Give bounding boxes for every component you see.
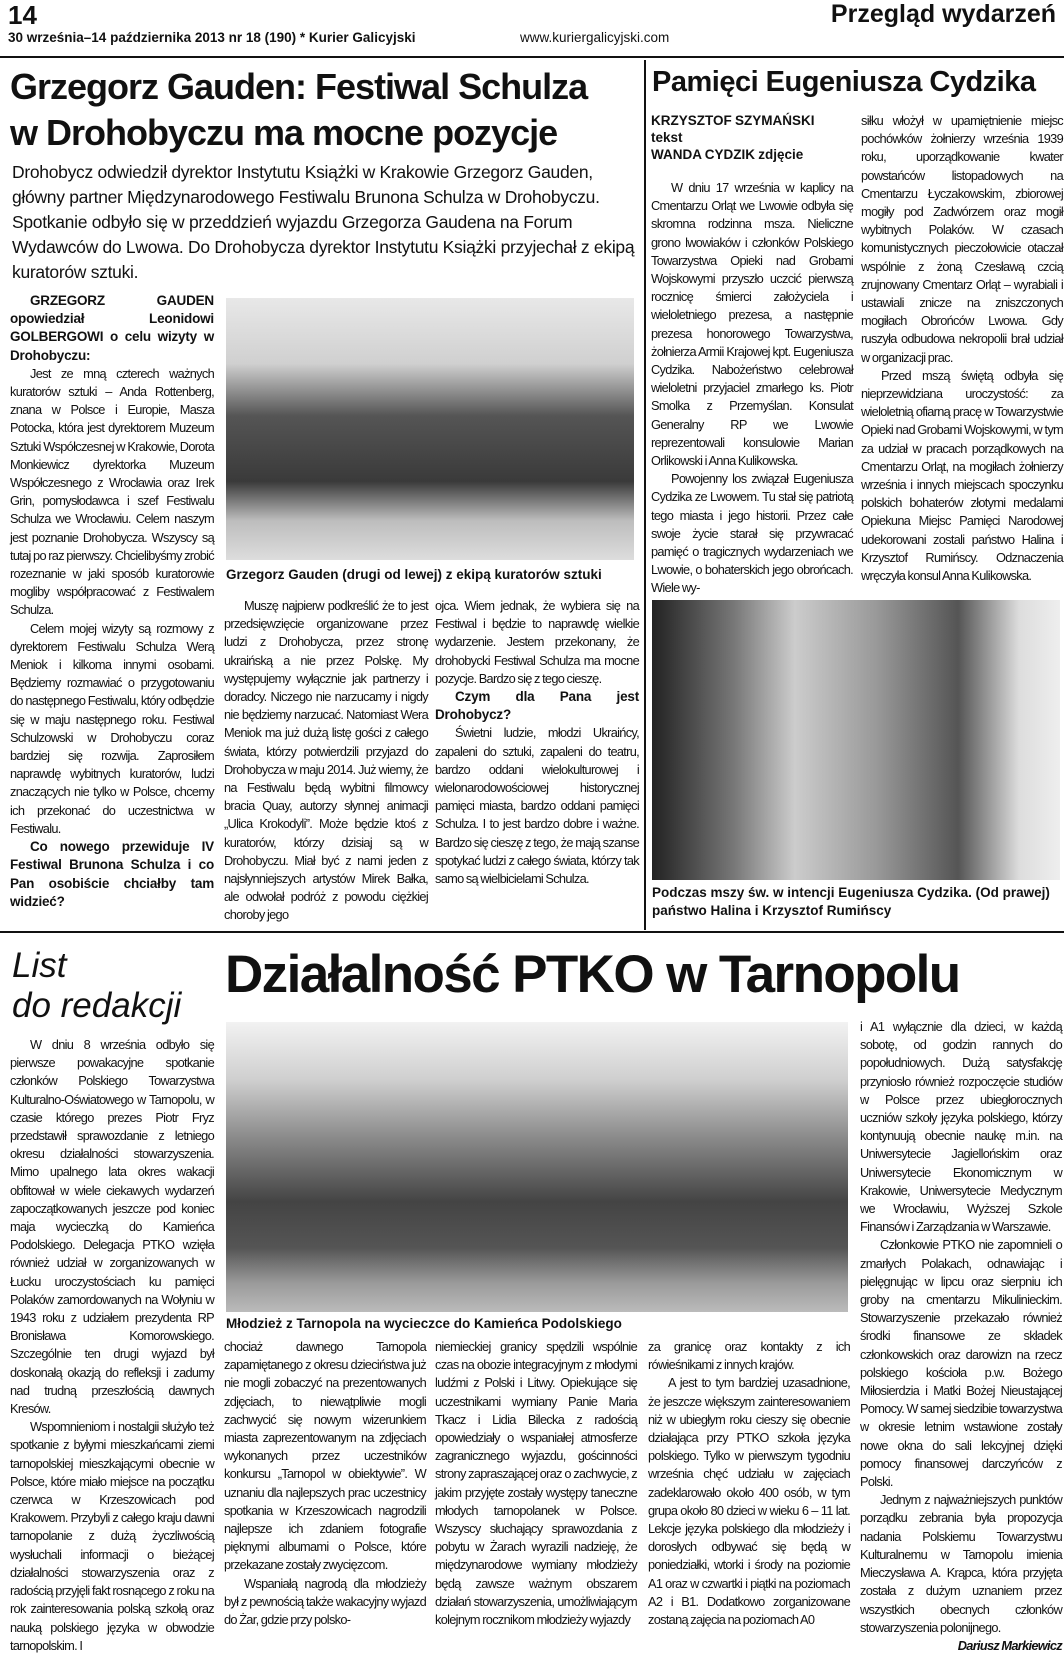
paragraph: ojca. Wiem jednak, że wybiera się na Festiwal i będzie to naprawdę wielkie wydarzenie. Jestem przekonany, że drohobycki Festiwal Schulza ma mocne pozycje. Bardzo się z tego cieszę. — [435, 598, 639, 686]
letters-column-1 — [10, 1036, 214, 1655]
cydzik-mass-photo — [652, 600, 1060, 880]
paragraph: W dniu 17 września w kaplicy na Cmentarzu Orląt we Lwowie odbyła się skromna rodzinna msza. Nieliczne grono lwowiaków i członków Polskiego Towarzystwa Opieki nad Grobami Wojskowymi przyszło uczcić pierwszą rocznicę śmierci założyciela i wieloletniego prezesa, a następnie prezesa honorowego Towarzystwa, żołnierza Armii Krajowej kpt. Eugeniusza Cydzika. Nabożeństwo celebrował wieloletni przyjaciel zmarłego ks. Piotr Smolka z Przemyślan. Konsulat Generalny RP we Lwowie reprezentowali konsulowie Marian Orlikowski i Anna Kulikowska. — [651, 180, 853, 469]
gauden-photo-caption: Grzegorz Gauden (drugi od lewej) z ekipą kuratorów sztuki — [226, 567, 602, 582]
paragraph: Wspomnieniom i nostalgii służyło też spotkanie z byłymi mieszkańcami ziemi tarnopolskiej mieszkającymi obecnie w Polsce, które miało miejsce na początku czerwca w Krzeszowicach pod Krakowem. Przybyli z całego kraju dawni tarnopolanie z dużą życzliwością wysłuchali informacji o bieżącej działalności stowarzyszenia oraz z radością przyjęli fakt rosnącego z roku na rok zainteresowania polską szkołą oraz nauką polskiego języka w obwodzie tarnopolskim. I — [10, 1419, 214, 1653]
ptko-photo-caption: Młodzież z Tarnopola na wycieczce do Kamieńca Podolskiego — [226, 1316, 622, 1331]
issue-dateline: 30 września–14 października 2013 nr 18 (190) * Kurier Galicyjski — [8, 30, 416, 45]
gauden-column-1 — [10, 292, 214, 911]
letters-heading-line-2: do redakcji — [12, 986, 182, 1025]
cydzik-photo-caption: Podczas mszy św. w intencji Eugeniusza Cydzika. (Od prawej) państwo Halina i Krzysztof Rumińscy — [652, 885, 1050, 918]
gauden-column-3 — [435, 597, 639, 888]
gauden-group-photo — [226, 298, 634, 560]
byline-author: KRZYSZTOF SZYMAŃSKI — [651, 113, 815, 128]
page-number: 14 — [8, 0, 37, 30]
section-title: Przegląd wydarzeń — [830, 0, 1056, 28]
ptko-column-3 — [435, 1338, 637, 1629]
gauden-headline — [10, 66, 650, 154]
headline-line-1: Grzegorz Gauden: Festiwal Schulza — [10, 66, 588, 107]
interview-intro: GRZEGORZ GAUDEN opowiedział Leonidowi GOLBERGOWI o celu wizyty w Drohobyczu: — [10, 293, 214, 363]
paragraph: A jest to tym bardziej uzasadnione, że jeszcze większym zainteresowaniem niż w ubiegłym roku cieszy się obecnie działająca przy PTKO szkoła języka polskiego. Tylko w pierwszym tygodniu września chęć udziału w zajęciach zadeklarowało około 400 osób, w tym grupa około 80 dzieci w wieku 6 – 11 lat. Lekcje języka polskiego dla młodzieży i dorosłych odbywać się będą w poniedziałki, wtorki i środy na poziomie A1 oraz w czwartki i piątki na poziomach A2 i B1. Dodatkowo zorganizowane zostaną zajęcia na poziomach A0 — [648, 1375, 850, 1628]
paragraph: Członkowie PTKO nie zapomnieli o zmarłych Polakach, odnawiając i pielęgnując w lipcu oraz sierpniu ich groby na cmentarzu Mikulinieckim. Stowarzyszenie przekazało również środki finansowe ze składek członkowskich oraz darowizn na rzecz polskiego kościoła p.w. Bożego Miłosierdzia i Matki Bożej Nieustającej Pomocy. W samej siedzibie towarzystwa w okresie letnim wstawione zostały nowe okna do sali lekcyjnej dzięki pomocy finansowej darczyńców z Polski. — [860, 1237, 1062, 1490]
cydzik-headline: Pamięci Eugeniusza Cydzika — [652, 66, 1036, 98]
paragraph: Jednym z najważniejszych punktów porządku zebrania była propozycja nadania Polskiemu Towarzystwu Kulturalnemu w Tarnopolu imienia Mieczysława A. Krąpca, która przyjęta została z dużym uznaniem przez wszystkich obecnych członków stowarzyszenia polonijnego. — [860, 1492, 1062, 1635]
paragraph: i A1 wyłącznie dla dzieci, w każdą sobotę, od godzin rannych do popołudniowych. Dużą satysfakcję przyniosło również rozpoczęcie studiów w Polsce przez ubiegłorocznych uczniów szkoły języka polskiego, którzy kontynuują obecnie naukę m.in. na Uniwersytecie Jagiellońskim oraz Uniwersytecie Ekonomicznym w Krakowie, Uniwersytecie Medycznym we Wrocławiu, Wyższej Szkole Finansów i Zarządzania w Warszawie. — [860, 1019, 1062, 1235]
ptko-group-photo — [226, 1022, 848, 1312]
paragraph: chociaż dawnego Tarnopola zapamiętanego z okresu dzieciństwa już nie mogli zobaczyć na prezentowanych zdjęciach, to niewątpliwie mogli zachwycić się nowym wizerunkiem miasta zaprezentowanym na zdjęciach wykonanych przez uczestników konkursu „Tarnopol w obiektywie”. W uznaniu dla najlepszych prac uczestnicy spotkania w Krzeszowicach nagrodzili najlepsze ich zdaniem fotografie pięknymi albumami o Polsce, które przekazane zostały zwycięzcom. — [224, 1339, 426, 1573]
gauden-column-2 — [224, 597, 428, 925]
paragraph: Powojenny los związał Eugeniusza Cydzika ze Lwowem. Tu stał się patriotą tego miasta i jego historii. Przez całe swoje życie starał się przywracać pamięć o tragicznych wydarzeniach we Lwowie, o bohaterskich jego obrońcach. Wiele wy- — [651, 471, 853, 596]
paragraph: Celem mojej wizyty są rozmowy z dyrektorem Festiwalu Schulza Werą Meniok i kilkoma innymi osobami. Będziemy rozmawiać o przygotowaniu do następnego Festiwalu, który odbędzie się w maju następnego roku. Festiwal Schulzowski w Drohobyczu coraz bardziej się rozwija. Zaprosiłem naprawdę wybitnych kuratorów, ludzi znaczących nie tylko w Polsce, chcemy ich przekonać do uczestnictwa w Festiwalu. — [10, 620, 214, 836]
paragraph: Jest ze mną czterech ważnych kuratorów sztuki – Anda Rottenberg, znana w Polsce i Europie, Masza Potocka, która jest dyrektorem Muzeum Sztuki Współczesnej w Krakowie, Dorota Monkiewicz dyrektorka Muzeum Współczesnego z Wrocławia oraz Irek Grin, pomysłodawca i szef Festiwalu Schulza we Wrocławiu. Celem naszym jest poznanie Drohobycza. Wszyscy są tutaj po raz pierwszy. Chcielibyśmy zrobić rozeznanie w jaki sposób kuratorowie mogliby współpracować z Festiwalem Schulza. — [10, 365, 214, 618]
ptko-column-2 — [224, 1338, 426, 1629]
header-rule — [0, 56, 1064, 58]
byline-author-role: tekst — [651, 130, 683, 145]
gauden-lead: Drohobycz odwiedził dyrektor Instytutu Książki w Krakowie Grzegorz Gauden, główny partner Międzynarodowego Festiwalu Brunona Schulza w Drohobyczu. Spotkanie odbyło się w przeddzień wyjazdu Grzegorza Gaudena na Forum Wydawców do Lwowa. Do Drohobycza dyrektor Instytutu Książki przyjechał z ekipą kuratorów sztuki. — [12, 162, 635, 282]
author-signature: Dariusz Markiewicz — [957, 1637, 1062, 1653]
letters-heading — [12, 946, 181, 1026]
website-link[interactable]: www.kuriergalicyjski.com — [520, 30, 670, 45]
interview-question: Co nowego przewiduje IV Festiwal Brunona Schulza i co Pan osobiście chciałby tam widzieć? — [10, 839, 214, 909]
paragraph: W dniu 8 września odbyło się pierwsze powakacyjne spotkanie członków Polskiego Towarzystwa Kulturalno-Oświatowego w Tarnopolu, w czasie którego prezes Piotr Fryz przedstawił sprawozdanie z letniego okresu działalności stowarzyszenia. Mimo upalnego lata okres wakacji obfitował w wiele ciekawych wydarzeń zapoczątkowanych jeszcze pod koniec maja wycieczką do Kamieńca Podolskiego. Delegacja PTKO wzięła również udział w zorganizowanych w Łucku uroczystościach ku pamięci Polaków zamordowanych na Wołyniu w 1943 roku z udziałem prezydenta RP Bronisława Komorowskiego. Szczególnie ten drugi wyjazd był doskonałą okazją do refleksji i zadumy nad trudną przeszłością dawnych Kresów. — [10, 1037, 214, 1417]
paragraph: niemieckiej granicy spędzili wspólnie czas na obozie integracyjnym z młodymi ludźmi z Polski i Litwy. Opiekujące się uczestnikami wymiany Panie Maria Tkacz i Lidia Bilecka z radością opowiedziały o wspaniałej atmosferze zagranicznego wyjazdu, gościnności strony zapraszającej oraz o zachwycie, z jakim przyjęte zostały występy taneczne młodych tarnopolanek w Polsce. Wszyscy słuchający sprawozdania z pobytu w Żarach wyrazili nadzieję, że międzynarodowe wymiany młodzieży będą zawsze ważnym obszarem działań stowarzyszenia, umożliwiającym kolejnym rocznikom młodzieży wyjazdy — [435, 1339, 637, 1628]
letters-heading-line-1: List — [12, 946, 67, 985]
paragraph: Świetni ludzie, młodzi Ukraińcy, zapaleni do sztuki, zapaleni do teatru, bardzo oddani wielokulturowej i wielonarodowościowej historycznej pamięci miasta, bardzo oddani pamięci Schulza. I to jest bardzo dobre i ważne. Bardzo się cieszę z tego, że mają szanse spotykać ludzi z całego świata, którzy tak samo są wielbicielami Schulza. — [435, 725, 639, 887]
byline-photo: WANDA CYDZIK zdjęcie — [651, 147, 804, 162]
paragraph: siłku włożył w upamiętnienie miejsc pochówków żołnierzy września 1939 roku, uporządkowanie kwater powstańców listopadowych na Cmentarzu Łyczakowskim, zbiorowej mogiły pod Zadwórzem oraz mogił wybitnych Polaków. W czasach komunistycznych pieczołowicie otaczał wspólnie z żoną Czesławą czcią zrujnowany Cmentarz Orląt – wyrabiali i ustawiali znicze na zniszczonych mogiłach Obrońców Lwowa. Gdy ruszyła odbudowa nekropolii brał udział w organizacji prac. — [861, 113, 1063, 365]
section-rule — [0, 931, 1064, 933]
interview-question: Czym dla Pana jest Drohobycz? — [435, 689, 639, 723]
paragraph: Wspaniałą nagrodą dla młodzieży był z pewnością także wakacyjny wyjazd do Żar, gdzie przy polsko- — [224, 1575, 426, 1628]
paragraph: za granicę oraz kontakty z ich rówieśnikami z innych krajów. — [648, 1339, 850, 1373]
column-divider — [644, 60, 646, 930]
ptko-headline: Działalność PTKO w Tarnopolu — [225, 945, 960, 1004]
byline — [651, 112, 853, 163]
paragraph: Muszę najpierw podkreślić że to jest przedsięwzięcie organizowane przez ludzi z Drohobycza, przez stronę ukraińską a nie przez Polskę. My występujemy wyłącznie jak partnerzy i doradcy. Niczego nie narzucamy i nigdy nie będziemy narzucać. Natomiast Wera Meniok ma już dużą listę gości z całego świata, którzy potwierdzili przyjazd do Drohobycza w maju 2014. Już wiemy, że na Festiwalu będą wybitni filmowcy bracia Quay, autorzy słynnej animacji „Ulica Krokodyli”. Może będzie ktoś z kuratorów, którzy dzisiaj są w Drohobyczu. Miał być z nami jeden z najsłynniejszych artystów Mirek Bałka, ale odwołał podróż z powodu ciężkiej choroby jego — [224, 598, 428, 923]
headline-line-2: w Drohobyczu ma mocne pozycje — [10, 112, 558, 153]
cydzik-column-1 — [651, 112, 853, 598]
paragraph: Przed mszą świętą odbyła się nieprzewidziana uroczystość: za wieloletnią ofiarną pracę w Towarzystwie Opieki nad Grobami Wojskowymi, w tym za udział w pracach porządkowych na Cmentarzu Orląt, na mogiłach żołnierzy września i innych miejscach spoczynku polskich bohaterów złotymi medalami Opiekuna Miejsc Pamięci Narodowej udekorowani zostali państwo Halina i Krzysztof Rumińscy. Odznaczenia wręczyła konsul Anna Kulikowska. — [861, 367, 1063, 584]
ptko-column-5 — [860, 1018, 1062, 1655]
cydzik-column-2 — [861, 112, 1063, 585]
ptko-column-4 — [648, 1338, 850, 1629]
